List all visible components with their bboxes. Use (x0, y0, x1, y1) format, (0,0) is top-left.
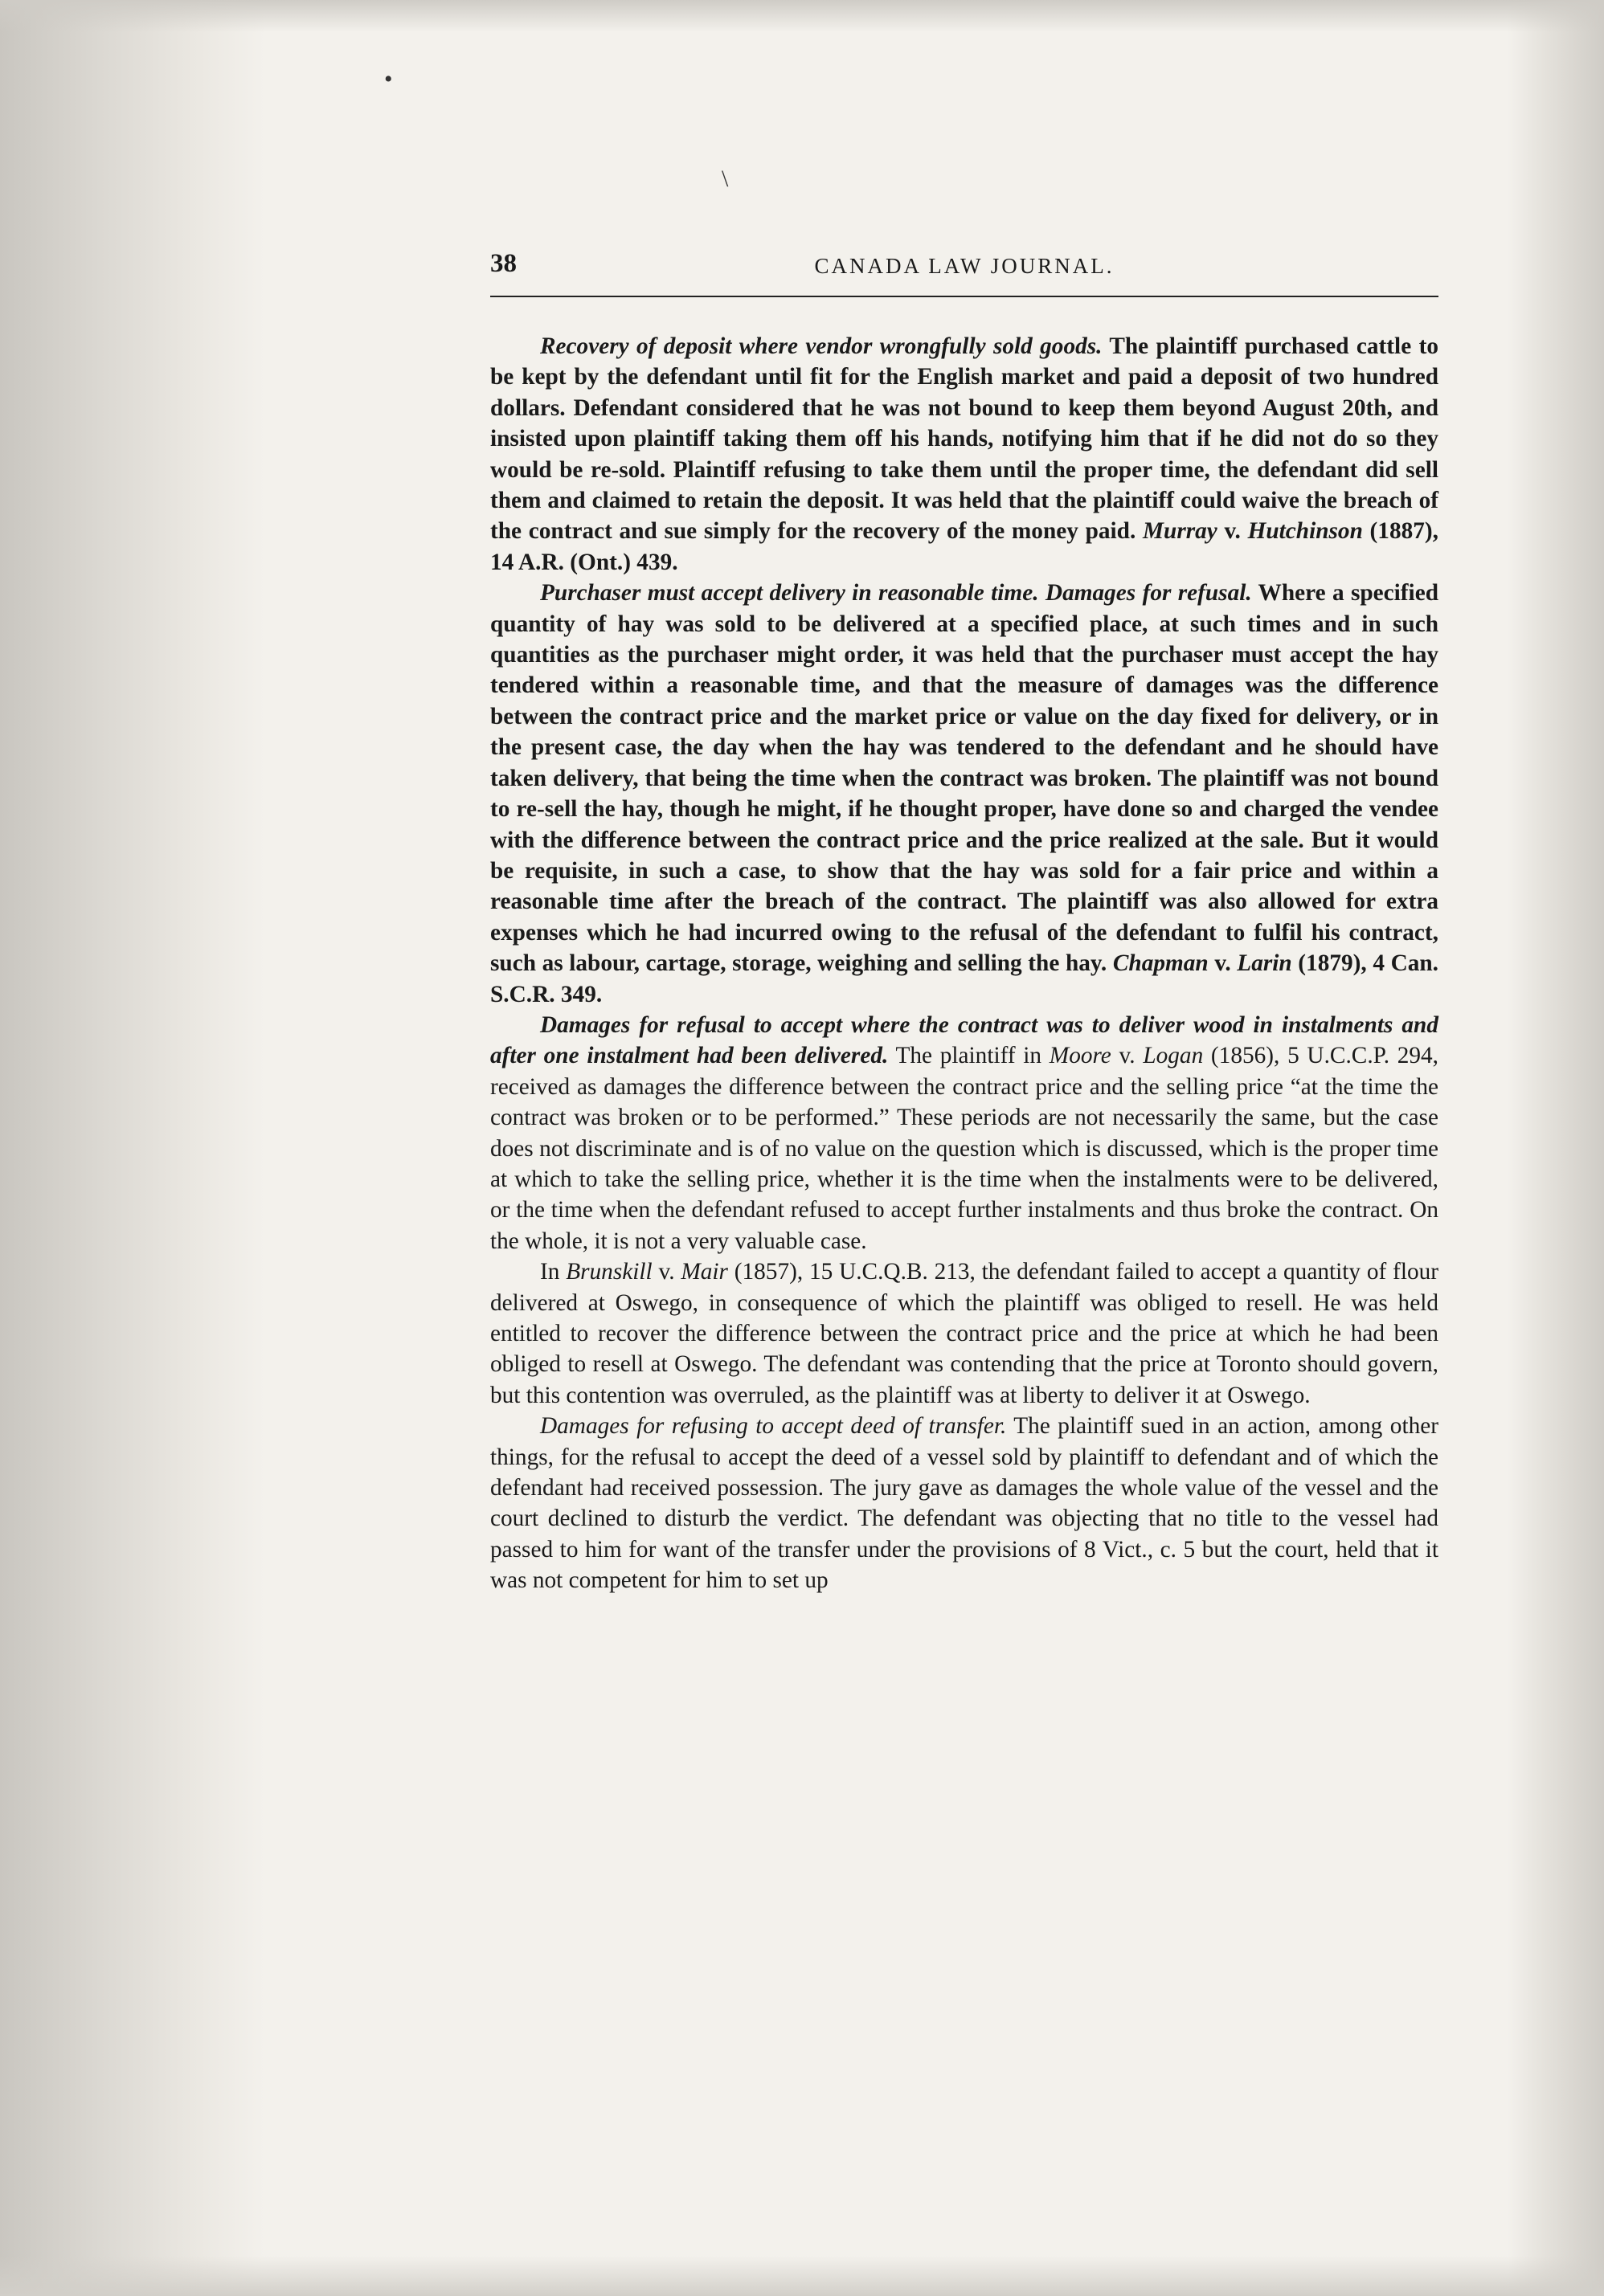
case-party: Moore (1049, 1043, 1111, 1069)
case-party: Mair (681, 1259, 728, 1285)
case-citation: (1887), 14 A.R. (Ont.) 439. (490, 518, 1438, 575)
paragraph-recovery-of-deposit (490, 331, 1438, 578)
case-citation: (1879), 4 Can. S.C.R. 349. (490, 950, 1438, 1007)
section-heading: Purchaser must accept delivery in reasonable time. (540, 580, 1039, 607)
scan-edge-right (1508, 0, 1604, 2296)
page-number: 38 (490, 249, 517, 278)
case-party: Logan (1143, 1043, 1204, 1069)
scan-edge-left (0, 0, 265, 2296)
scan-speck: • (384, 66, 393, 92)
case-party: Murray (1143, 518, 1217, 545)
case-party: Larin (1237, 950, 1292, 977)
paragraph-body: (1856), 5 U.C.C.P. 294, received as damages the difference between the contract price and the selling price “at the time the contract was broken or to be performed.” These periods are not necessarily the same, but the case does not discriminate and is of no value on the question which is discussed, which is the proper time at which to take the selling price, whether it is the time when the instalments were to be delivered, or the time when the defendant refused to accept further instalments and thus broke the contract. On the whole, it is not a very valuable case. (490, 1043, 1438, 1254)
scan-tick: \ (722, 165, 729, 192)
section-subheading: Damages for refusal. (1038, 580, 1252, 607)
scan-edge-top (0, 0, 1604, 32)
case-versus: v. (1217, 518, 1248, 545)
case-party: Hutchinson (1247, 518, 1363, 545)
paragraph-body: Where a specified quantity of hay was sold to be delivered at a specified place, at such times and in such quantities as the purchaser might order, it was held that the purchaser must accept the hay tendered within a reasonable time, and that the measure of damages was the difference between the contract price and the market price or value on the day fixed for delivery, or in the present case, the day when the hay was tendered to the defendant and he should have taken delivery, that being the time when the contract was broken. The plaintiff was not bound to re-sell the hay, though he might, if he thought proper, have done so and charged the vendee with the difference between the contract price and the price realized at the sale. But it would be requisite, in such a case, to show that the hay was sold for a fair price and within a reasonable time after the breach of the contract. The plaintiff was also allowed for extra expenses which he had incurred owing to the refusal of the defendant to fulfil his contract, such as labour, cartage, storage, weighing and selling the hay. (490, 580, 1438, 977)
paragraph-damages-instalments (490, 1010, 1438, 1256)
case-versus: v. (1208, 950, 1238, 977)
header-rule (490, 296, 1438, 297)
paragraph-body: The plaintiff purchased cattle to be kept by the defendant until fit for the English market and paid a deposit of two hundred dollars. Defendant considered that he was not bound to keep them beyond August 20th, and insisted upon plaintiff taking them off his hands, notifying him that if he did not do so they would be re-sold. Plaintiff refusing to take them until the proper time, the defendant did sell them and claimed to retain the deposit. It was held that the plaintiff could waive the breach of the contract and sue simply for the recovery of the money paid. (490, 333, 1438, 545)
paragraph-lead: In (540, 1259, 567, 1285)
paragraph-purchaser-must-accept (490, 578, 1438, 1010)
journal-page (490, 249, 1438, 1596)
scan-edge-bottom (0, 2256, 1604, 2296)
case-party: Chapman (1112, 950, 1209, 977)
paragraph-brunskill-v-mair (490, 1256, 1438, 1411)
section-heading: Damages for refusing to accept deed of transfer. (540, 1413, 1007, 1440)
section-heading: Damages for refusal to accept where the contract was to deliver wood in instalments and after one instalment had been delivered. (490, 1011, 1438, 1069)
paragraph-deed-of-transfer (490, 1411, 1438, 1595)
case-versus: v. (652, 1259, 681, 1285)
case-versus: v. (1111, 1043, 1144, 1069)
section-heading: Recovery of deposit where vendor wrongfully sold goods. (540, 333, 1103, 359)
paragraph-body: (1857), 15 U.C.Q.B. 213, the defendant failed to accept a quantity of flour delivered at Oswego, in consequence of which the plaintiff was obliged to resell. He was held entitled to recover the difference between the contract price and the price at which he had been obliged to resell at Oswego. The defendant was contending that the price at Toronto should govern, but this contention was overruled, as the plaintiff was at liberty to deliver it at Oswego. (490, 1259, 1439, 1408)
running-head: CANADA LAW JOURNAL. (814, 254, 1115, 278)
case-party: Brunskill (566, 1259, 653, 1285)
paragraph-body: The plaintiff in (888, 1043, 1050, 1069)
paragraph-body: The plaintiff sued in an action, among other things, for the refusal to accept the deed of a vessel sold by plaintiff to defendant and of which the defendant had received possession. The jury gave as damages the whole value of the vessel and the court declined to disturb the verdict. The defendant was objecting that no title to the vessel had passed to him for want of the transfer under the provisions of 8 Vict., c. 5 but the court, held that it was not competent for him to set up (490, 1413, 1438, 1594)
page-header (490, 249, 1438, 289)
